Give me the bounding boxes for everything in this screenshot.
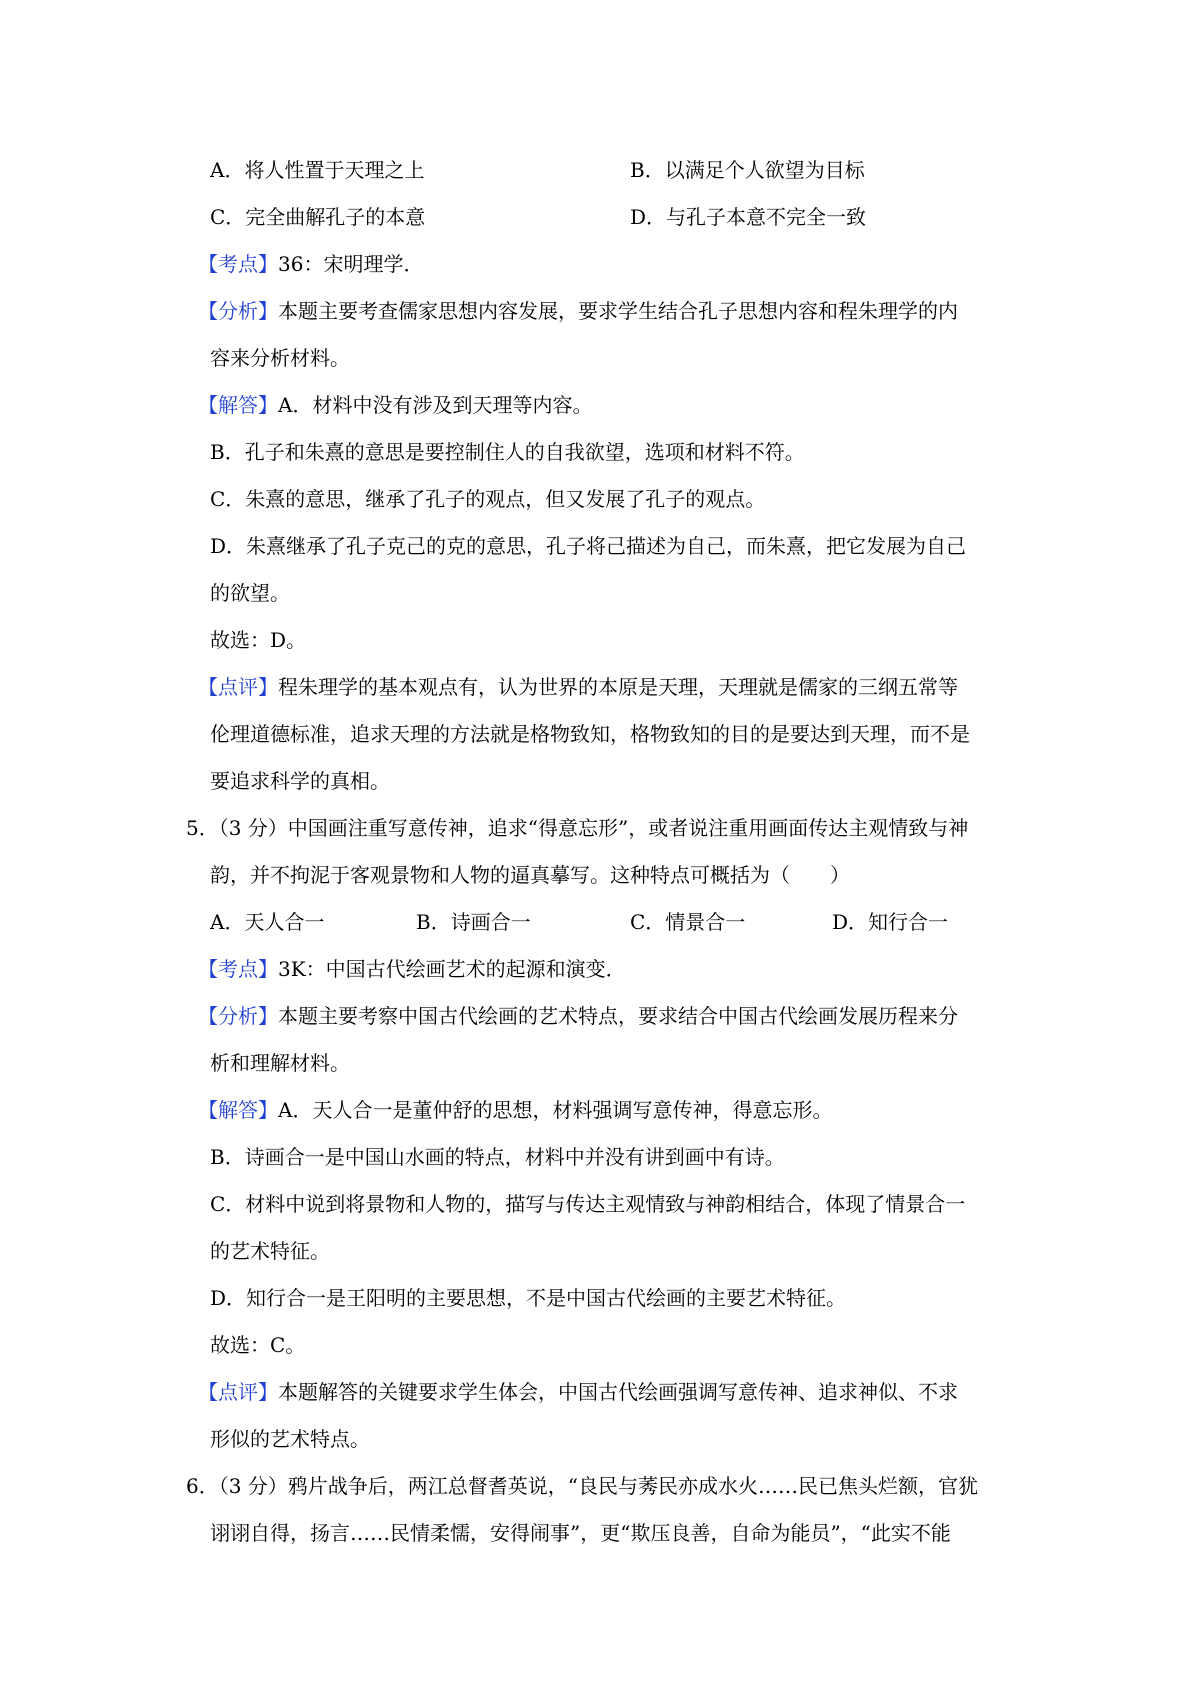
q4-answer: 故选：D。 [210, 628, 307, 652]
q5-option-a: A．天人合一 [210, 910, 325, 934]
q5-option-d: D．知行合一 [832, 910, 949, 934]
q5-fenxi-line2: 析和理解材料。 [210, 1051, 350, 1075]
q5-jieda-c-line1: C．材料中说到将景物和人物的，描写与传达主观情致与神韵相结合，体现了情景合一 [210, 1192, 966, 1216]
kaodian-tag: 【考点】 [198, 957, 278, 981]
q5-option-b: B．诗画合一 [416, 910, 531, 934]
jieda-a: A．材料中没有涉及到天理等内容。 [278, 393, 593, 417]
q5-dianping-line2: 形似的艺术特点。 [210, 1427, 370, 1451]
jieda-tag: 【解答】 [198, 393, 278, 417]
q5-jieda-b: B．诗画合一是中国山水画的特点，材料中并没有讲到画中有诗。 [210, 1145, 785, 1169]
dianping-tag: 【点评】 [198, 1380, 278, 1404]
q5-fenxi [198, 1002, 958, 1030]
q4-jieda-d-line2: 的欲望。 [210, 581, 290, 605]
q5-answer: 故选：C。 [210, 1333, 306, 1357]
dianping-text: 本题解答的关键要求学生体会，中国古代绘画强调写意传神、追求神似、不求 [278, 1380, 958, 1404]
q4-jieda-c: C．朱熹的意思，继承了孔子的观点，但又发展了孔子的观点。 [210, 487, 766, 511]
fenxi-tag: 【分析】 [198, 1004, 278, 1028]
q5-stem-line2: 韵，并不拘泥于客观景物和人物的逼真摹写。这种特点可概括为（ ） [210, 863, 850, 887]
q5-kaodian [198, 955, 626, 983]
q5-option-c: C．情景合一 [630, 910, 746, 934]
q5-dianping [198, 1378, 958, 1406]
q6-stem-line2: 诩诩自得，扬言……民情柔懦，安得闹事”，更“欺压良善，自命为能员”，“此实不能 [210, 1521, 951, 1545]
jieda-a: A．天人合一是董仲舒的思想，材料强调写意传神，得意忘形。 [278, 1098, 833, 1122]
fenxi-text: 本题主要考查儒家思想内容发展，要求学生结合孔子思想内容和程朱理学的内 [278, 299, 958, 323]
q4-option-b: B．以满足个人欲望为目标 [630, 158, 865, 182]
q4-fenxi [198, 297, 958, 325]
q4-option-d: D．与孔子本意不完全一致 [630, 205, 867, 229]
q4-dianping [198, 673, 958, 701]
q4-dianping-line2: 伦理道德标准，追求天理的方法就是格物致知，格物致知的目的是要达到天理，而不是 [210, 722, 970, 746]
kaodian-text: 36：宋明理学． [278, 252, 424, 276]
q4-dianping-line3: 要追求科学的真相。 [210, 769, 390, 793]
q5-jieda-d: D．知行合一是王阳明的主要思想，不是中国古代绘画的主要艺术特征。 [210, 1286, 847, 1310]
q4-kaodian [198, 250, 423, 278]
q5-jieda [198, 1096, 832, 1124]
q4-jieda [198, 391, 592, 419]
q4-jieda-d-line1: D．朱熹继承了孔子克己的克的意思，孔子将己描述为自己，而朱熹，把它发展为自己 [210, 534, 967, 558]
kaodian-text: 3K：中国古代绘画艺术的起源和演变． [278, 957, 626, 981]
q5-jieda-c-line2: 的艺术特征。 [210, 1239, 330, 1263]
q4-fenxi-line2: 容来分析材料。 [210, 346, 350, 370]
q5-stem-line1: 5．（3 分）中国画注重写意传神，追求“得意忘形”，或者说注重用画面传达主观情致与神 [186, 816, 969, 840]
jieda-tag: 【解答】 [198, 1098, 278, 1122]
q4-option-a: A．将人性置于天理之上 [210, 158, 425, 182]
fenxi-text: 本题主要考察中国古代绘画的艺术特点，要求结合中国古代绘画发展历程来分 [278, 1004, 958, 1028]
dianping-text: 程朱理学的基本观点有，认为世界的本原是天理，天理就是儒家的三纲五常等 [278, 675, 958, 699]
q4-option-c: C．完全曲解孔子的本意 [210, 205, 426, 229]
fenxi-tag: 【分析】 [198, 299, 278, 323]
dianping-tag: 【点评】 [198, 675, 278, 699]
kaodian-tag: 【考点】 [198, 252, 278, 276]
q6-stem-line1: 6．（3 分）鸦片战争后，两江总督耆英说，“良民与莠民亦成水火……民已焦头烂额，官犹 [186, 1474, 979, 1498]
q4-jieda-b: B．孔子和朱熹的意思是要控制住人的自我欲望，选项和材料不符。 [210, 440, 805, 464]
